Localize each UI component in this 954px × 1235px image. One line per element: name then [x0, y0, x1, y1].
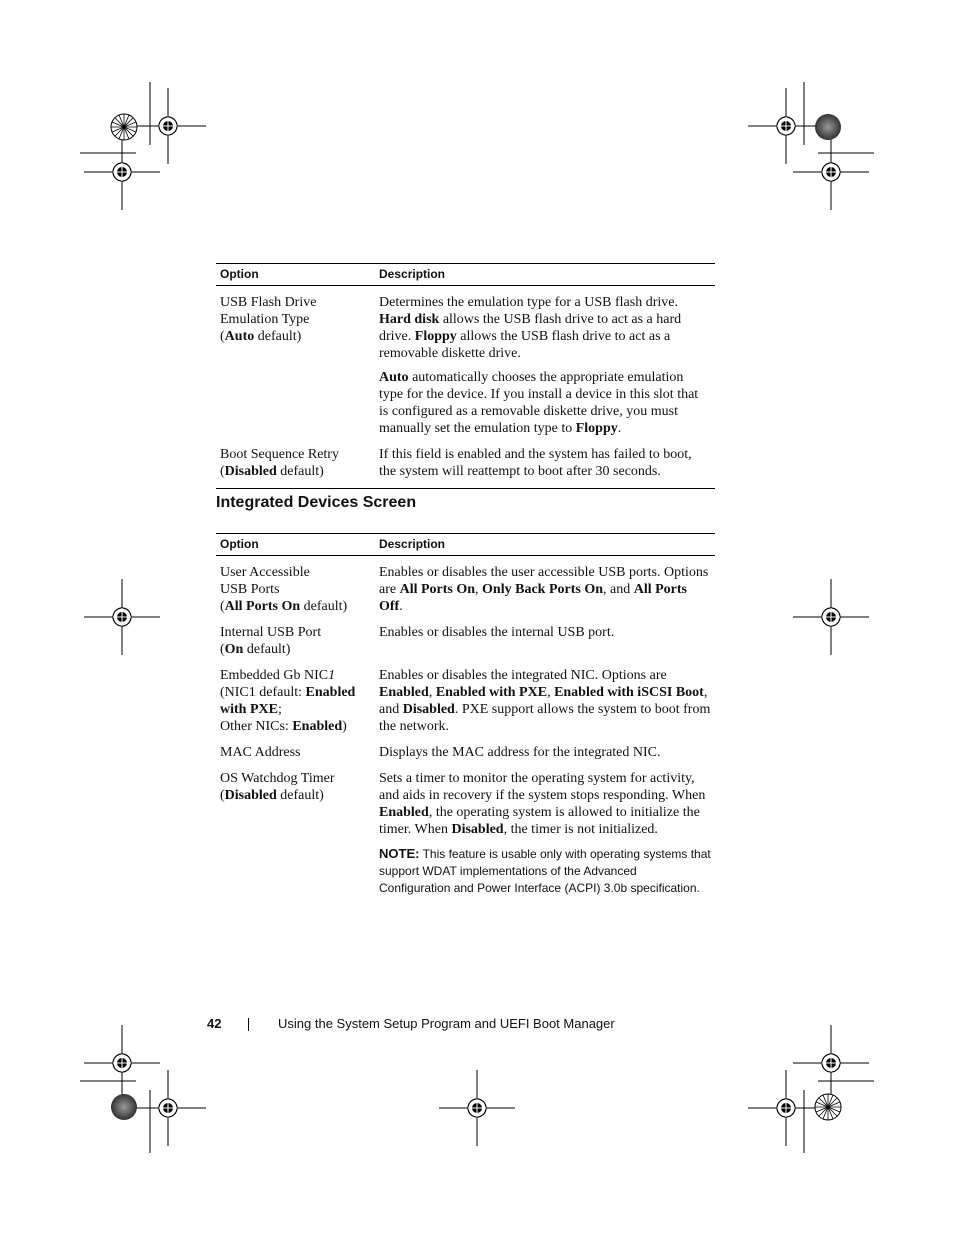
table-header-row	[216, 264, 715, 286]
note-callout: NOTE: This feature is usable only with operating systems that support WDAT implementations of the Advanced Configuration and Power Interface (ACPI) 3.0b specification.	[379, 846, 711, 895]
note-label: NOTE:	[379, 846, 420, 861]
table-row	[216, 769, 715, 905]
registration-mark-icon	[130, 1070, 206, 1146]
column-header-description: Description	[375, 534, 715, 556]
option-cell: MAC Address	[220, 745, 301, 760]
column-header-description: Description	[375, 264, 715, 286]
registration-mark-icon	[748, 1070, 824, 1146]
option-cell: USB Flash Drive Emulation Type (Auto default)	[220, 295, 317, 344]
description-cell: Enables or disables the user accessible USB ports. Options are All Ports On, Only Back Ports On, and All Ports Off.	[379, 565, 709, 614]
registration-mark-icon	[793, 1025, 869, 1101]
star-target-icon	[111, 114, 137, 140]
option-cell: User Accessible USB Ports (All Ports On default)	[220, 565, 348, 614]
registration-mark-icon	[84, 579, 160, 655]
column-header-option: Option	[216, 534, 375, 556]
option-cell: OS Watchdog Timer (Disabled default)	[220, 771, 335, 803]
table-row	[216, 623, 715, 666]
star-target-icon	[815, 1094, 841, 1120]
option-cell: Boot Sequence Retry (Disabled default)	[216, 445, 375, 489]
gray-disc-icon	[111, 1094, 137, 1120]
table-row	[216, 286, 715, 446]
table-row	[216, 743, 715, 769]
section-title: Integrated Devices Screen	[216, 494, 417, 511]
option-cell: Embedded Gb NIC1 (NIC1 default: Enabled with PXE; Other NICs: Enabled)	[220, 668, 356, 734]
description-cell: If this field is enabled and the system has failed to boot, the system will reattempt to boot after 30 seconds.	[375, 445, 715, 489]
registration-mark-icon	[748, 88, 824, 164]
footer-separator	[248, 1018, 249, 1031]
description-cell: Determines the emulation type for a USB flash drive. Hard disk allows the USB flash drive to act as a hard drive. Floppy allows the USB flash drive to act as a removable diskette drive. Auto automatically chooses the appropriate emulation type for the device. If you install a device in this slot that is configured as a removable diskette drive, you must manually set the emulation type to Floppy.	[379, 295, 699, 436]
gray-disc-icon	[815, 114, 841, 140]
running-title: Using the System Setup Program and UEFI Boot Manager	[278, 1016, 615, 1031]
description-cell: Displays the MAC address for the integrated NIC.	[379, 745, 661, 760]
options-table-integrated-devices	[216, 533, 715, 905]
table-header-row	[216, 534, 715, 556]
page-number: 42	[207, 1016, 222, 1031]
table-row	[216, 445, 715, 489]
registration-mark-icon	[793, 579, 869, 655]
registration-mark-icon	[84, 134, 160, 210]
options-table-boot	[216, 263, 715, 489]
table-row	[216, 556, 715, 624]
description-cell: Sets a timer to monitor the operating system for activity, and aids in recovery if the system stops responding. When Enabled, the operating system is allowed to initialize the timer. When Disabled, the timer is not initialized. NOTE: This feature is usable only with operating systems that support WDAT implementations of the Advanced Configuration and Power Interface (ACPI) 3.0b specification.	[379, 771, 711, 895]
description-cell: Enables or disables the internal USB port.	[379, 625, 615, 640]
table-row	[216, 666, 715, 743]
registration-mark-icon	[793, 134, 869, 210]
description-cell: Enables or disables the integrated NIC. Options are Enabled, Enabled with PXE, Enabled with iSCSI Boot, and Disabled. PXE support allows the system to boot from the network.	[379, 668, 711, 734]
column-header-option: Option	[216, 264, 375, 286]
registration-mark-icon	[439, 1070, 515, 1146]
option-cell: Internal USB Port (On default)	[220, 625, 322, 657]
registration-mark-icon	[84, 1025, 160, 1101]
registration-mark-icon	[130, 88, 206, 164]
